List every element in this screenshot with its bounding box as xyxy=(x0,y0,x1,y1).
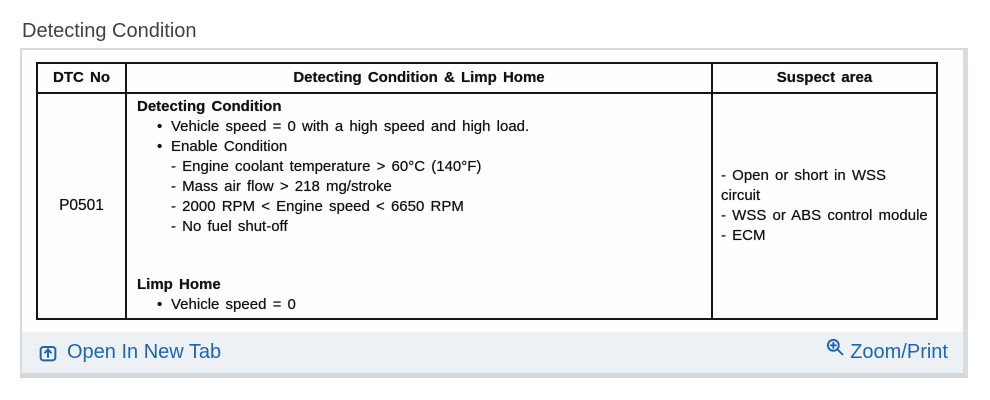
detecting-condition-cell xyxy=(127,94,713,318)
open-in-new-tab-link[interactable] xyxy=(38,341,221,364)
zoom-print-label: Zoom/Print xyxy=(850,341,948,363)
suspect-item: - ECM xyxy=(721,227,766,244)
enable-condition-item: - No fuel shut-off xyxy=(171,218,288,235)
open-in-new-tab-icon xyxy=(38,343,58,363)
column-header-dtc-no: DTC No xyxy=(38,64,127,94)
dtc-code-cell: P0501 xyxy=(38,94,127,318)
column-header-suspect-area: Suspect area xyxy=(713,64,936,94)
condition-bullet: • Enable Condition xyxy=(137,137,705,157)
suspect-area-cell xyxy=(713,94,936,318)
enable-condition-item: - Engine coolant temperature > 60°C (140°F) xyxy=(171,158,482,175)
page-title: Detecting Condition xyxy=(22,20,197,42)
viewer-toolbar xyxy=(22,332,963,373)
suspect-item: - WSS or ABS control module xyxy=(721,207,928,224)
dtc-table xyxy=(36,62,938,320)
enable-condition-item: - Mass air flow > 218 mg/stroke xyxy=(171,178,392,195)
document-viewer-panel xyxy=(20,48,968,378)
limp-home-heading: Limp Home xyxy=(137,276,221,293)
open-in-new-tab-label: Open In New Tab xyxy=(67,341,222,363)
detecting-condition-heading: Detecting Condition xyxy=(137,98,282,115)
zoom-print-link[interactable] xyxy=(825,341,948,364)
scanned-document xyxy=(22,50,963,332)
magnifier-plus-icon xyxy=(825,337,846,358)
suspect-item: - Open or short in WSS circuit xyxy=(721,167,887,204)
condition-bullet: • Vehicle speed = 0 with a high speed and high load. xyxy=(137,117,705,137)
limp-home-bullet: • Vehicle speed = 0 xyxy=(137,295,705,315)
enable-condition-item: - 2000 RPM < Engine speed < 6650 RPM xyxy=(171,198,464,215)
column-header-detecting-condition: Detecting Condition & Limp Home xyxy=(127,64,713,94)
